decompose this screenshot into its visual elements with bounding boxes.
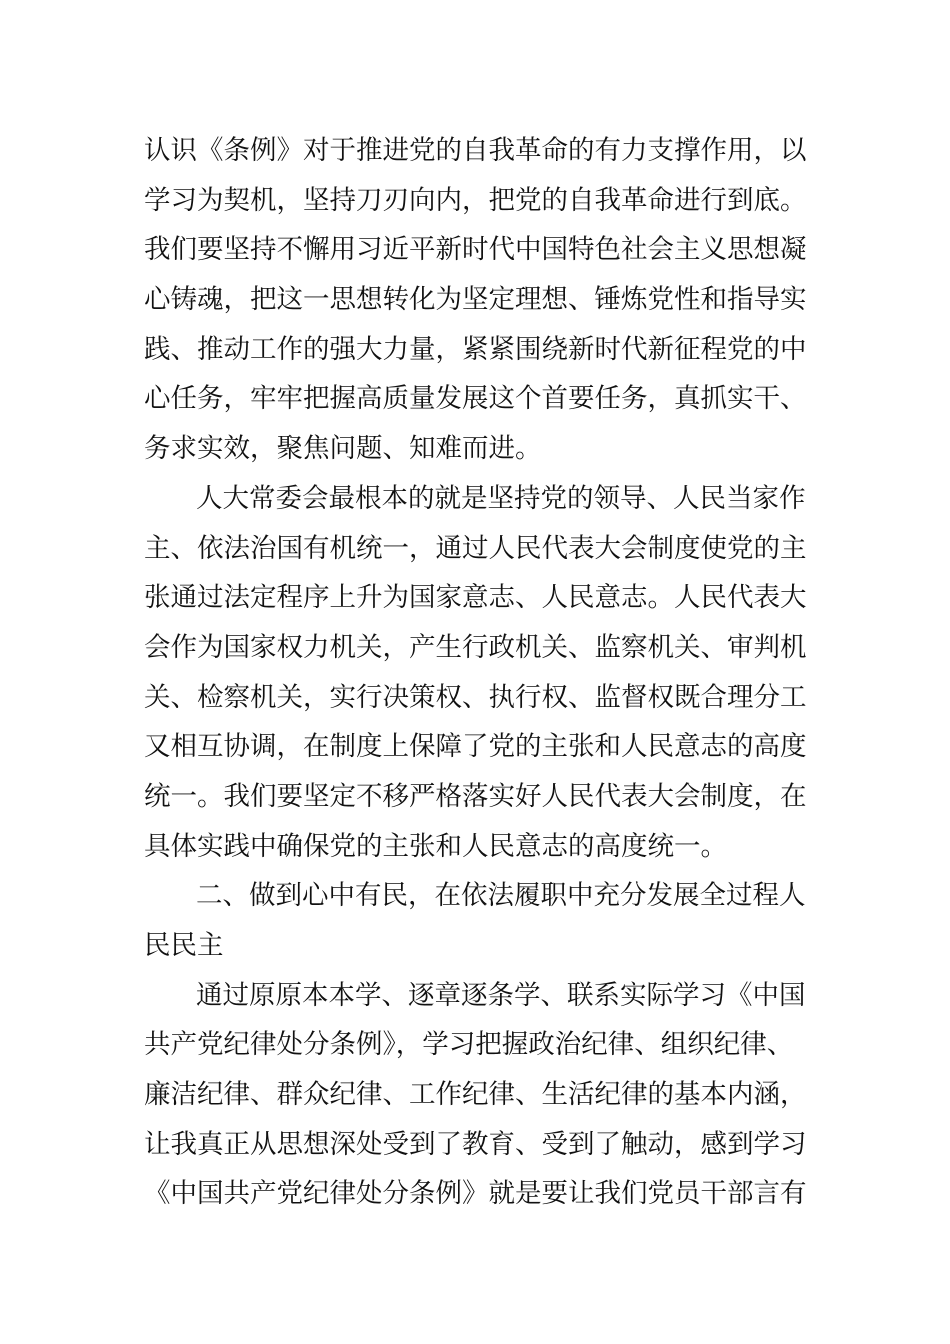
paragraph-first-line: 人大常委会最根本的就是坚持党的领导、人民当家作 bbox=[196, 482, 806, 514]
text-line: 践、推动工作的强大力量，紧紧围绕新时代新征程党的中 bbox=[144, 333, 807, 365]
text-line: 会作为国家权力机关，产生行政机关、监察机关、审判机 bbox=[144, 631, 807, 663]
paragraph-first-line: 通过原原本本学、逐章逐条学、联系实际学习《中国 bbox=[196, 979, 806, 1011]
text-line: 主、依法治国有机统一，通过人民代表大会制度使党的主 bbox=[144, 532, 807, 564]
text-line: 学习为契机，坚持刀刃向内，把党的自我革命进行到底。 bbox=[144, 184, 807, 216]
section-heading-continuation: 民民主 bbox=[144, 930, 224, 961]
text-line: 张通过法定程序上升为国家意志、人民意志。人民代表大 bbox=[144, 582, 807, 614]
text-line: 认识《条例》对于推进党的自我革命的有力支撑作用，以 bbox=[144, 135, 807, 166]
document-body bbox=[144, 126, 809, 1219]
text-line: 《中国共产党纪律处分条例》就是要让我们党员干部言有 bbox=[144, 1178, 807, 1210]
text-line: 共产党纪律处分条例》，学习把握政治纪律、组织纪律、 bbox=[144, 1029, 794, 1061]
text-line: 关、检察机关，实行决策权、执行权、监督权既合理分工 bbox=[144, 681, 807, 713]
text-line: 廉洁纪律、群众纪律、工作纪律、生活纪律的基本内涵， bbox=[144, 1079, 807, 1111]
text-line: 务求实效，聚焦问题、知难而进。 bbox=[144, 433, 542, 465]
text-line: 让我真正从思想深处受到了教育、受到了触动，感到学习 bbox=[144, 1128, 807, 1160]
text-line: 心铸魂，把这一思想转化为坚定理想、锤炼党性和指导实 bbox=[144, 284, 807, 316]
section-heading: 二、做到心中有民，在依法履职中充分发展全过程人 bbox=[196, 880, 806, 912]
text-line: 又相互协调，在制度上保障了党的主张和人民意志的高度 bbox=[144, 731, 807, 763]
text-line: 统一。我们要坚定不移严格落实好人民代表大会制度，在 bbox=[144, 780, 807, 812]
text-line: 具体实践中确保党的主张和人民意志的高度统一。 bbox=[144, 830, 727, 862]
text-line: 心任务，牢牢把握高质量发展这个首要任务，真抓实干、 bbox=[144, 383, 807, 415]
text-line: 我们要坚持不懈用习近平新时代中国特色社会主义思想凝 bbox=[144, 234, 807, 266]
